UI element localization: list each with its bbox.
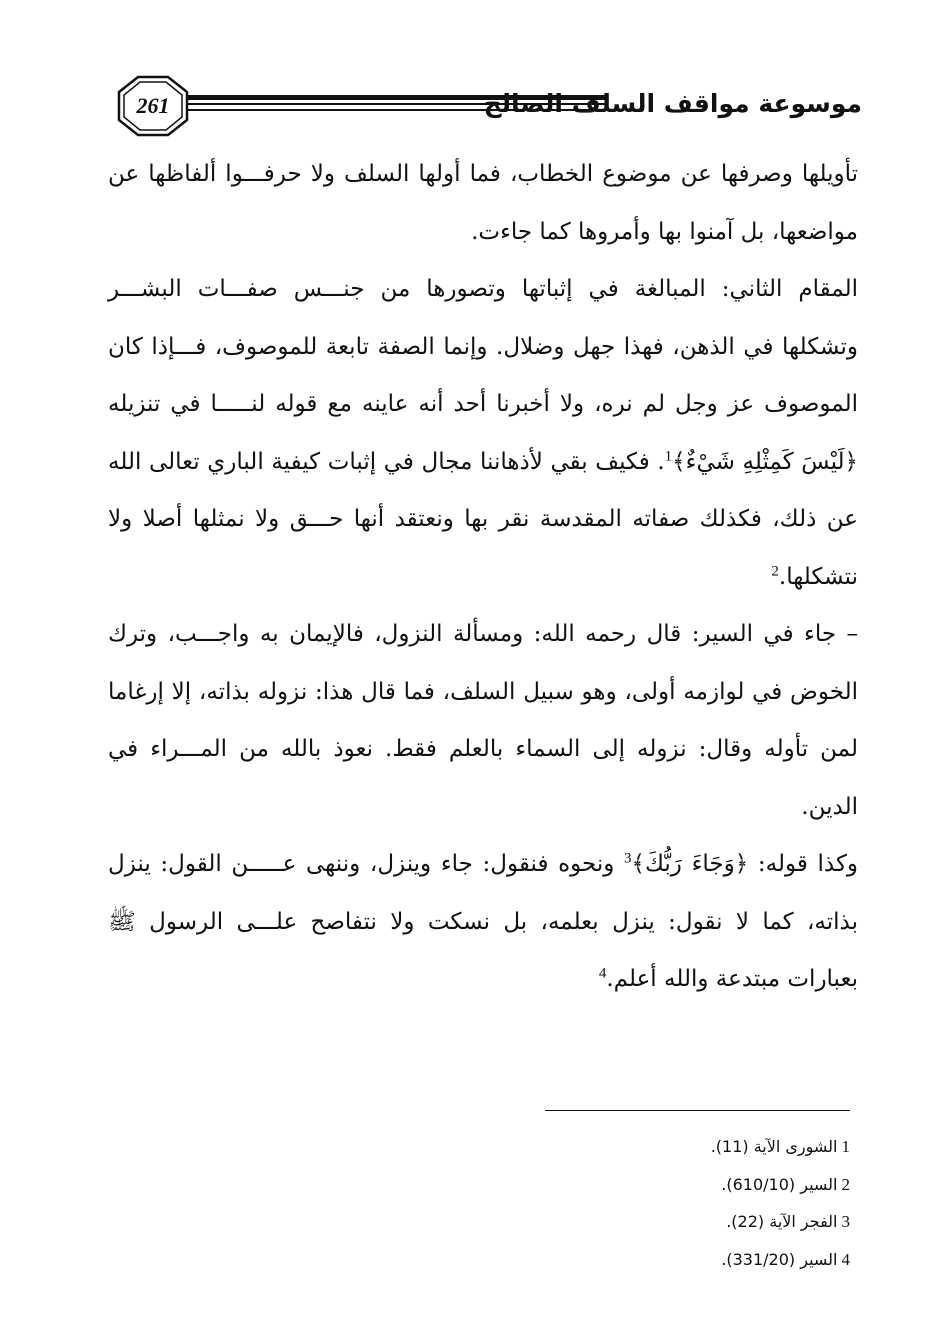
footnote-number: 3 xyxy=(841,1212,850,1231)
footnote xyxy=(500,1203,850,1241)
footnote-ref: 3 xyxy=(624,850,632,867)
paragraph-text: . فكيف بقي لأذهاننا مجال في إثبات كيفية الباري تعالى الله عن ذلك، فكذلك صفاته المقدسة نقر بها ونعتقد أنها حـــق ولا نمثلها أصلا ولا نتشكلها. xyxy=(108,448,858,590)
paragraph xyxy=(108,261,858,606)
footnote-text: السير (610/10). xyxy=(721,1174,838,1194)
paragraph: تأويلها وصرفها عن موضوع الخطاب، فما أولها السلف ولا حرفـــوا ألفاظها عن مواضعها، بل آمنوا بها وأمروها كما جاءت. xyxy=(108,161,858,245)
footnote-number: 1 xyxy=(841,1137,850,1156)
book-title: موسوعة مواقف السلف الصالح xyxy=(483,89,862,118)
paragraph-text: ونحوه فنقول: جاء وينزل، وننهى عـــــن القول: ينزل بذاته، كما لا نقول: ينزل بعلمه، بل نسكت ولا نتفاصح علـــى الرسول ﷺ بعبارات مبتدعة والله أعلم. xyxy=(108,851,858,992)
page-number: 261 xyxy=(136,93,170,118)
footnote xyxy=(500,1241,850,1279)
quran-verse: ﴿وَجَاءَ رَبُّكَ﴾ xyxy=(631,851,749,877)
footnote-text: الشورى الآية (11). xyxy=(710,1137,838,1156)
page-number-badge xyxy=(116,74,190,138)
footnote-ref: 1 xyxy=(664,447,673,464)
paragraph xyxy=(108,836,858,1009)
footnote-number: 2 xyxy=(841,1174,850,1194)
paragraph-text: وكذا قوله: xyxy=(757,851,859,877)
quran-verse: ﴿لَيْسَ كَمِثْلِهِ شَيْءٌ﴾ xyxy=(672,448,858,475)
footnotes xyxy=(500,1128,850,1278)
footnote-separator xyxy=(545,1110,850,1111)
paragraph-text: المقام الثاني: المبالغة في إثباتها وتصورها من جنـــس صفـــات البشـــر وتشكلها في الذهن، فهذا جهل وضلال. وإنما الصفة تابعة للموصوف، فـــإذا كان الموصوف عز وجل لم نره، ولا أخبرنا أحد أنه عاينه مع قوله لنـــــا في تنزيله xyxy=(108,276,858,417)
footnote-text: الفجر الآية (22). xyxy=(726,1212,838,1231)
footnote-text: السير (331/20). xyxy=(721,1249,838,1269)
footnote-number: 4 xyxy=(841,1249,850,1269)
page-header xyxy=(0,0,937,150)
footnote-ref: 2 xyxy=(771,562,779,579)
footnote xyxy=(500,1128,850,1166)
paragraph: – جاء في السير: قال رحمه الله: ومسألة النزول، فالإيمان به واجـــب، وترك الخوض في لوازمه أولى، وهو سبيل السلف، فما قال هذا: نزوله بذاته، إلا إرغاما لمن تأوله وقال: نزوله إلى السماء بالعلم فقط. نعوذ بالله من المـــراء في الدين. xyxy=(108,621,858,820)
footnote xyxy=(500,1166,850,1204)
footnote-ref: 4 xyxy=(598,965,607,982)
main-text xyxy=(108,146,858,1009)
